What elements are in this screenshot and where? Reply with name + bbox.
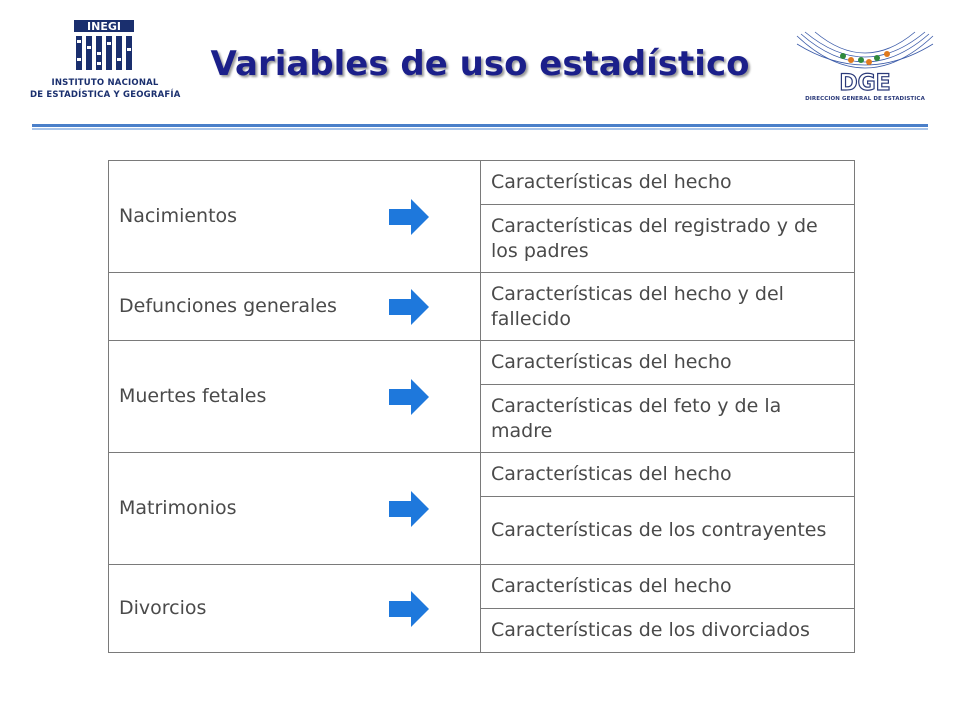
event-label-nacimientos: Nacimientos [119,205,238,227]
detail-cell: Características de los divorciados [481,609,855,653]
dge-wordmark: DGE [839,71,891,96]
table-row [109,453,855,497]
event-label-defunciones: Defunciones generales [119,295,337,317]
event-cell [109,565,481,653]
event-cell [109,453,481,565]
detail-cell: Características del hecho [481,453,855,497]
event-cell [109,341,481,453]
inegi-name-line2: DE ESTADÍSTICA Y GEOGRAFÍA [30,90,181,100]
arrow-right-icon [389,379,429,415]
event-label-matrimonios: Matrimonios [119,497,237,519]
inegi-emblem-icon [72,18,136,74]
arrow-right-icon [389,491,429,527]
dge-emblem-icon [795,30,935,96]
event-cell [109,273,481,341]
detail-cell: Características del hecho [481,341,855,385]
detail-cell: Características del hecho [481,565,855,609]
event-label-divorcios: Divorcios [119,597,207,619]
arrow-right-icon [389,199,429,235]
event-cell [109,161,481,273]
slide-header [0,0,960,136]
dge-logo [795,30,935,108]
detail-cell: Características del feto y de la madre [481,385,855,453]
detail-cell: Características del hecho y del fallecido [481,273,855,341]
arrow-right-icon [389,591,429,627]
table-row [109,273,855,341]
slide-title: Variables de uso estadístico [210,44,750,84]
arrow-right-icon [389,289,429,325]
inegi-wordmark: INEGI [87,20,121,33]
table-row [109,341,855,385]
detail-cell: Características del registrado y de los padres [481,205,855,273]
inegi-name-line1: INSTITUTO NACIONAL [51,78,159,88]
variables-table [108,160,855,653]
detail-cell: Características de los contrayentes [481,497,855,565]
detail-cell: Características del hecho [481,161,855,205]
event-label-muertes-fetales: Muertes fetales [119,385,267,407]
table-row [109,161,855,205]
dge-caption: DIRECCION GENERAL DE ESTADISTICA [805,96,925,102]
table-row [109,565,855,609]
header-divider [32,124,928,131]
